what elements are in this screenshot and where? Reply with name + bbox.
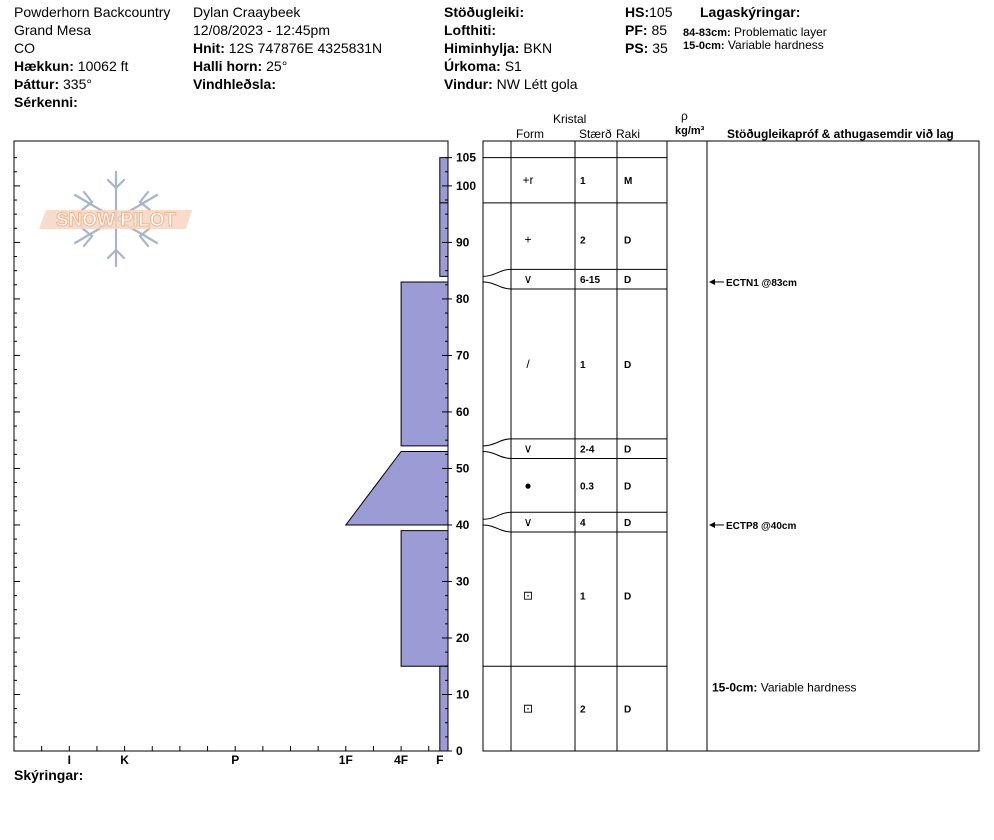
grain-form: ⊡ (522, 588, 534, 603)
features-label: Sérkenni: (14, 94, 78, 110)
grain-form: ⊡ (522, 701, 534, 716)
wind-value: NW Létt gola (496, 76, 578, 92)
height-label: 20 (456, 630, 470, 645)
layer-rows (522, 173, 632, 715)
layer-comments (712, 680, 857, 694)
hardness-label: K (120, 753, 129, 767)
density-unit-header: kg/m³ (675, 125, 705, 137)
layer-comment (712, 680, 857, 694)
height-label: 90 (456, 235, 470, 250)
grain-size: 2 (580, 235, 586, 247)
height-label: 0 (456, 744, 463, 758)
ps-label: PS: (625, 40, 649, 56)
hardness-bar (401, 531, 448, 667)
location-name: Powderhorn Backcountry (14, 4, 171, 20)
wind-label: Vindur: (444, 76, 493, 92)
grain-form: + (524, 232, 532, 247)
moisture-value: D (624, 359, 632, 371)
grain-form: +r (522, 173, 534, 188)
moisture-value: D (624, 444, 632, 456)
layer-table-frame (483, 141, 979, 751)
height-label: 100 (456, 178, 477, 193)
grain-form: ∨ (523, 441, 533, 456)
layer-comment-text: Variable hardness (760, 680, 857, 695)
snowpilot-logo-text: SNOW PILOT (55, 210, 177, 231)
test-result: ECTN1 @83cm (726, 277, 797, 289)
stability-label: Stöðugleiki: (444, 4, 525, 20)
snowpilot-logo (39, 172, 192, 266)
elevation-label: Hækkun: (14, 58, 74, 74)
hardness-label: F (436, 753, 444, 767)
hardness-bar (346, 451, 448, 524)
air-temp-label: Lofthiti: (444, 22, 497, 38)
aspect-value: 335° (63, 76, 92, 92)
moisture-header: Raki (616, 127, 641, 141)
sky-label: Himinhylja: (444, 40, 520, 56)
height-label: 40 (456, 517, 470, 532)
elevation-value: 10062 ft (77, 58, 129, 74)
size-header: Stærð (579, 127, 612, 141)
layer-comment-range: 15-0cm: (712, 680, 761, 695)
hardness-label: 4F (394, 753, 409, 767)
hs-value: 105 (649, 4, 673, 20)
state-name: CO (14, 40, 35, 56)
moisture-value: M (624, 176, 633, 188)
pf-value: 85 (651, 22, 668, 38)
observation-datetime: 12/08/2023 - 12:45pm (193, 22, 330, 38)
slope-label: Halli horn: (193, 58, 263, 74)
grain-size: 1 (580, 176, 586, 188)
left-axis-ticks (14, 158, 448, 751)
coords-label: Hnit: (193, 40, 225, 56)
moisture-value: D (624, 591, 632, 603)
test-result: ECTP8 @40cm (726, 520, 797, 532)
test-arrow-head (709, 522, 715, 528)
grain-size: 0.3 (580, 481, 594, 493)
moisture-value: D (624, 481, 632, 493)
grain-size: 2-4 (580, 444, 595, 456)
height-label: 10 (456, 687, 470, 702)
moisture-value: D (624, 275, 632, 287)
hardness-axis-labels (68, 753, 444, 767)
height-label: 80 (456, 291, 470, 306)
hardness-label: P (231, 753, 240, 767)
grain-size: 4 (580, 518, 586, 530)
grain-form: ∨ (523, 515, 533, 530)
grain-size: 1 (580, 359, 586, 371)
crystal-header: Kristal (553, 112, 587, 126)
aspect-label: Þáttur: (14, 76, 60, 92)
precip-label: Úrkoma: (444, 58, 501, 74)
grain-form: ∨ (523, 272, 533, 287)
height-label: 50 (456, 461, 470, 476)
hardness-plot-frame (14, 141, 448, 751)
legend-text: Variable hardness (727, 38, 824, 52)
test-arrow-head (709, 279, 715, 285)
legend-title: Lagaskýringar: (700, 4, 801, 20)
form-header: Form (516, 127, 544, 141)
hardness-bar (401, 282, 448, 446)
hardness-fills (346, 158, 448, 751)
moisture-value: D (624, 235, 632, 247)
coords-value: 12S 747876E 4325831N (228, 40, 383, 56)
grain-size: 2 (580, 704, 586, 716)
density-rho-header: ρ (681, 109, 688, 123)
hs-label: HS: (625, 4, 650, 20)
pf-label: PF: (625, 22, 648, 38)
grain-form: ● (524, 478, 532, 493)
wind-loading-label: Vindhleðsla: (193, 76, 276, 92)
hardness-label: 1F (338, 753, 353, 767)
grain-form: / (526, 356, 530, 371)
height-label: 60 (456, 404, 470, 419)
ps-value: 35 (652, 40, 668, 56)
hardness-label: I (67, 753, 71, 767)
stability-tests (709, 278, 797, 532)
comments-header: Stöðugleikapróf & athugasemdir við lag (727, 127, 954, 141)
height-axis-labels (448, 151, 476, 758)
moisture-value: D (624, 704, 632, 716)
grain-size: 1 (580, 591, 586, 603)
height-label: 105 (456, 150, 477, 165)
comments-label: Skýringar: (14, 767, 84, 783)
sky-value: BKN (523, 40, 553, 56)
legend-text: Problematic layer (734, 25, 827, 39)
moisture-value: D (624, 518, 632, 530)
observer-name: Dylan Craaybeek (193, 4, 301, 20)
height-label: 70 (456, 348, 470, 363)
legend-range: 15-0cm: (683, 40, 725, 52)
height-label: 30 (456, 574, 470, 589)
precip-value: S1 (504, 58, 522, 74)
slope-value: 25° (266, 58, 288, 74)
legend-range: 84-83cm: (683, 27, 731, 39)
grain-size: 6-15 (580, 275, 601, 287)
area-name: Grand Mesa (14, 22, 92, 38)
hardness-bar (440, 158, 448, 203)
